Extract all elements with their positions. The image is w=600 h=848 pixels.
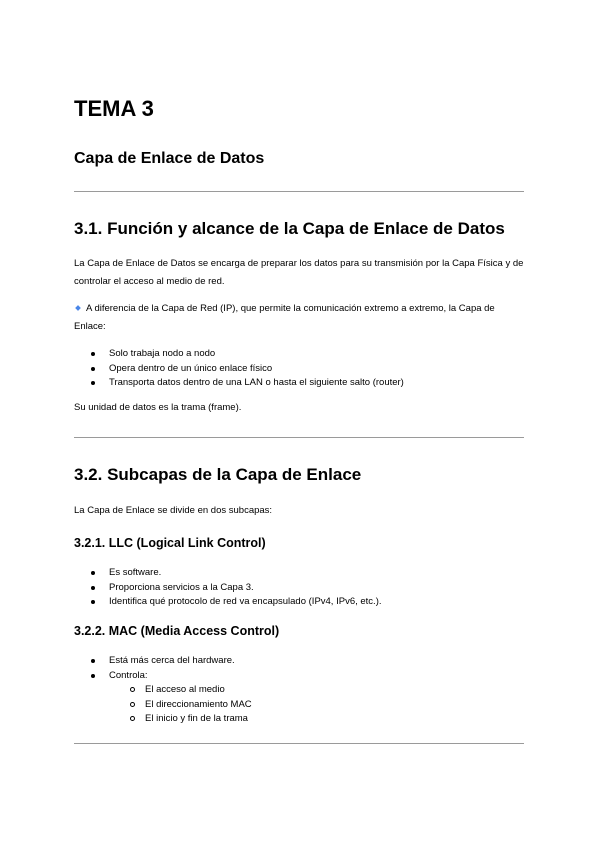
list-item <box>74 566 382 581</box>
list-item <box>74 376 404 391</box>
list-item <box>74 362 404 377</box>
section1-bullet-list <box>74 347 404 391</box>
section2-heading: 3.2. Subcapas de la Capa de Enlace <box>74 465 362 484</box>
sub-list-item <box>74 712 252 727</box>
hollow-bullet-icon <box>130 716 135 721</box>
section1-unit: Su unidad de datos es la trama (frame). <box>74 402 242 413</box>
list-item-text: Controla: <box>109 669 148 681</box>
section2-intro: La Capa de Enlace se divide en dos subcapas: <box>74 505 273 516</box>
divider <box>74 437 524 438</box>
list-item-text: Solo trabaja nodo a nodo <box>109 348 216 359</box>
bullet-dot-icon <box>91 659 95 663</box>
bullet-dot-icon <box>91 352 95 356</box>
llc-bullet-list <box>74 566 382 610</box>
list-item-text: Es software. <box>109 567 162 578</box>
section1-compare <box>74 300 524 336</box>
list-item <box>74 581 382 596</box>
mac-bullet-list <box>74 654 252 727</box>
diamond-bullet-icon <box>75 305 81 311</box>
bullet-dot-icon <box>91 674 95 678</box>
bullet-dot-icon <box>91 367 95 371</box>
mac-sub-list <box>109 683 252 727</box>
divider <box>74 191 524 192</box>
list-item-text: Está más cerca del hardware. <box>109 655 235 666</box>
list-item-text: Proporciona servicios a la Capa 3. <box>109 581 254 593</box>
llc-heading: 3.2.1. LLC (Logical Link Control) <box>74 536 266 550</box>
hollow-bullet-icon <box>130 702 135 707</box>
mac-heading: 3.2.2. MAC (Media Access Control) <box>74 624 280 638</box>
list-item-text: El inicio y fin de la trama <box>145 713 248 724</box>
sub-list-item <box>74 698 252 713</box>
page-title: TEMA 3 <box>74 96 154 121</box>
divider <box>74 743 524 744</box>
list-item-text: El direccionamiento MAC <box>145 698 252 710</box>
sub-list-item <box>74 683 252 698</box>
list-item <box>74 347 404 362</box>
list-item <box>74 654 252 669</box>
section1-heading: 3.1. Función y alcance de la Capa de Enlace de Datos <box>74 219 505 238</box>
list-item-text: El acceso al medio <box>145 684 225 695</box>
list-item-text: Identifica qué protocolo de red va encapsulado (IPv4, IPv6, etc.). <box>109 596 382 607</box>
list-item <box>74 669 252 727</box>
hollow-bullet-icon <box>130 687 135 692</box>
bullet-dot-icon <box>91 600 95 604</box>
section1-intro: La Capa de Enlace de Datos se encarga de preparar los datos para su transmisión por la Capa Física y de controlar el acceso al medio de red. <box>74 258 524 287</box>
bullet-dot-icon <box>91 586 95 590</box>
bullet-dot-icon <box>91 571 95 575</box>
page-subtitle: Capa de Enlace de Datos <box>74 150 265 167</box>
list-item <box>74 595 382 610</box>
list-item-text: Opera dentro de un único enlace físico <box>109 362 273 374</box>
bullet-dot-icon <box>91 381 95 385</box>
list-item-text: Transporta datos dentro de una LAN o hasta el siguiente salto (router) <box>109 377 404 388</box>
section1-compare-text: A diferencia de la Capa de Red (IP), que permite la comunicación extremo a extremo, la Capa de Enlace: <box>74 303 495 332</box>
